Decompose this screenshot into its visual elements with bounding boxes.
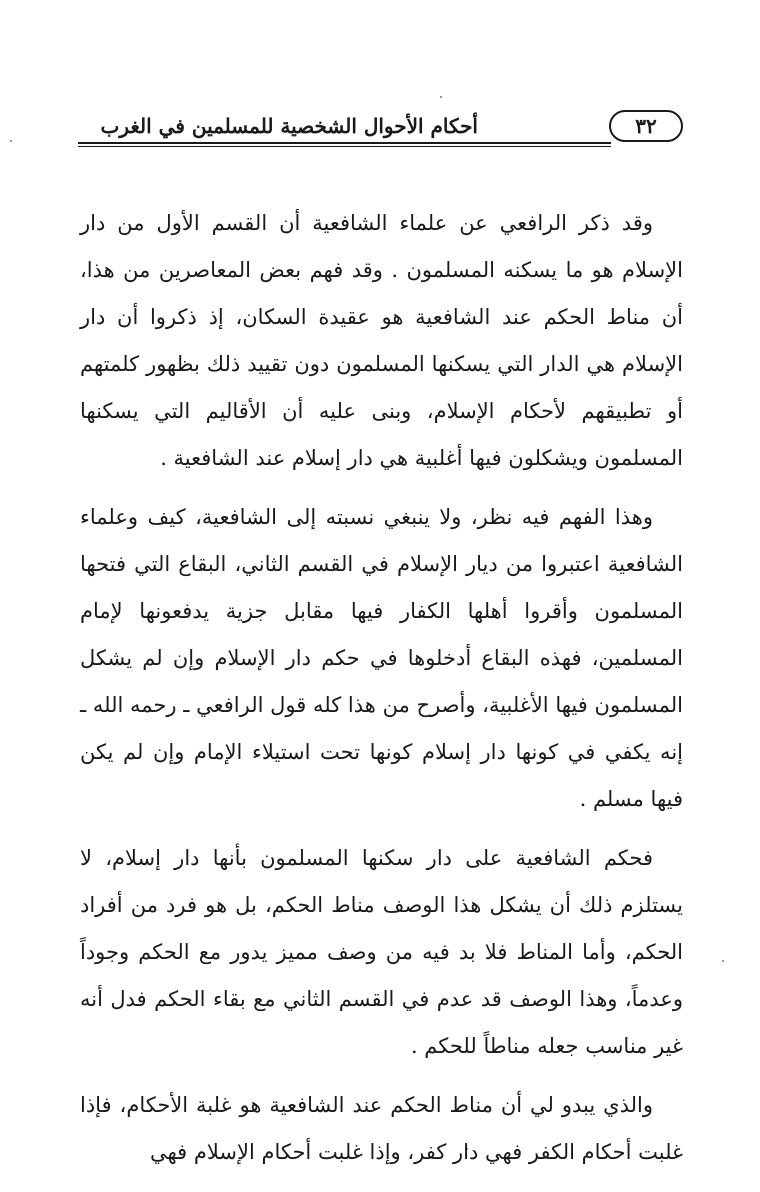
body-text [80,200,683,1188]
page-speck [440,96,442,98]
page-number: ٣٢ [609,110,683,142]
running-header [78,104,683,154]
header-rule-thin [78,146,611,147]
running-header-title: أحكام الأحوال الشخصية للمسلمين في الغرب [100,114,478,138]
page-speck [722,960,724,962]
paragraph: فحكم الشافعية على دار سكنها المسلمون بأنها دار إسلام، لا يستلزم ذلك أن يشكل هذا الوصف مناط الحكم، بل هو فرد من أفراد الحكم، وأما المناط فلا بد فيه من وصف مميز يدور مع الحكم وجوداً وعدماً، وهذا الوصف قد عدم في القسم الثاني مع بقاء الحكم فدل أنه غير مناسب جعله مناطاً للحكم . [80,846,683,1058]
page-speck [10,140,12,142]
paragraph: وقد ذكر الرافعي عن علماء الشافعية أن القسم الأول من دار الإسلام هو ما يسكنه المسلمون . وقد فهم بعض المعاصرين من هذا، أن مناط الحكم عند الشافعية هو عقيدة السكان، إذ ذكروا أن دار الإسلام هي الدار التي يسكنها المسلمون دون تقييد ذلك بظهور كلمتهم أو تطبيقهم لأحكام الإسلام، وبنى عليه أن الأقاليم التي يسكنها المسلمون ويشكلون فيها أغلبية هي دار إسلام عند الشافعية . [80,211,683,470]
header-rule [78,142,611,144]
paragraph: وهذا الفهم فيه نظر، ولا ينبغي نسبته إلى الشافعية، كيف وعلماء الشافعية اعتبروا من ديار الإسلام في القسم الثاني، البقاع التي فتحها المسلمون وأقروا أهلها الكفار فيها مقابل جزية يدفعونها لإمام المسلمين، فهذه البقاع أدخلوها في حكم دار الإسلام وإن لم يشكل المسلمون فيها الأغلبية، وأصرح من هذا كله قول الرافعي ـ رحمه الله ـ إنه يكفي في كونها دار إسلام كونها تحت استيلاء الإمام وإن لم يكن فيها مسلم . [80,505,683,811]
paragraph: والذي يبدو لي أن مناط الحكم عند الشافعية هو غلبة الأحكام، فإذا غلبت أحكام الكفر فهي دار كفر، وإذا غلبت أحكام الإسلام فهي [80,1093,683,1164]
